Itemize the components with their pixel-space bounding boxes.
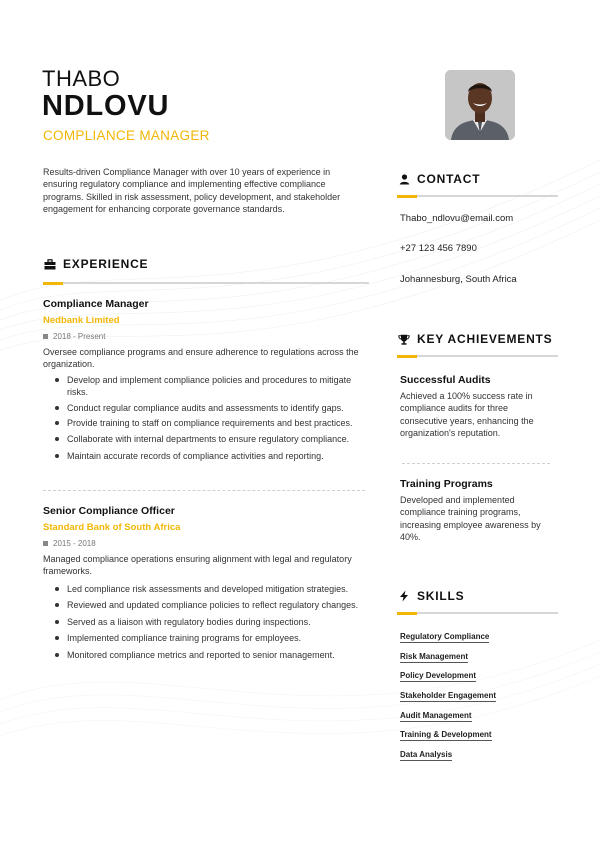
skill-item: Audit Management	[400, 711, 472, 720]
job-bullet: Reviewed and updated compliance policies to reflect regulatory changes.	[67, 599, 372, 611]
experience-rule	[43, 282, 369, 284]
achievement-divider	[402, 463, 550, 464]
skill-item: Training & Development	[400, 730, 492, 739]
contact-phone[interactable]: +27 123 456 7890	[400, 243, 477, 254]
achievement-title: Successful Audits	[400, 374, 491, 386]
job-dates	[43, 539, 369, 548]
job-bullet: Develop and implement compliance policies and procedures to mitigate risks.	[67, 374, 372, 399]
job-bullet: Provide training to staff on compliance requirements and best practices.	[67, 417, 372, 429]
job-company: Standard Bank of South Africa	[43, 522, 181, 533]
skill-item: Regulatory Compliance	[400, 632, 490, 641]
last-name: NDLOVU	[42, 90, 170, 122]
job-entry	[43, 505, 369, 660]
job-entry	[43, 298, 369, 461]
job-description: Oversee compliance programs and ensure adherence to regulations across the organization.	[43, 347, 359, 370]
contact-email[interactable]: Thabo_ndlovu@email.com	[400, 213, 514, 224]
job-bullet: Implemented compliance training programs for employees.	[67, 632, 372, 644]
contact-location: Johannesburg, South Africa	[400, 274, 517, 285]
skill-item: Stakeholder Engagement	[400, 691, 497, 700]
job-role: Compliance Manager	[43, 298, 149, 310]
experience-heading	[43, 257, 148, 271]
skill-item: Policy Development	[400, 671, 477, 680]
job-bullet: Led compliance risk assessments and developed mitigation strategies.	[67, 583, 372, 595]
job-dates	[43, 332, 369, 341]
calendar-icon	[43, 541, 48, 546]
summary: Results-driven Compliance Manager with over 10 years of experience in ensuring regulatory compliance and implementing effective compliance programs. Skilled in risk assessment, policy development, and stakeholder engagement for enhancing corporate governance standards.	[43, 167, 341, 215]
lightning-icon	[397, 589, 411, 603]
skills-heading	[397, 589, 464, 603]
job-bullet: Served as a liaison with regulatory bodies during inspections.	[67, 616, 372, 628]
job-dates-label: 2018 - Present	[53, 332, 106, 341]
achievement-title: Training Programs	[400, 478, 493, 490]
job-bullet: Maintain accurate records of compliance activities and reporting.	[67, 450, 372, 462]
avatar	[445, 70, 515, 140]
job-divider	[43, 490, 365, 491]
briefcase-icon	[43, 257, 57, 271]
skills-heading-label: SKILLS	[417, 589, 465, 603]
job-company: Nedbank Limited	[43, 315, 120, 326]
job-title: COMPLIANCE MANAGER	[43, 128, 210, 143]
skill-item: Data Analysis	[400, 750, 453, 759]
job-bullet: Collaborate with internal departments to ensure regulatory compliance.	[67, 433, 372, 445]
calendar-icon	[43, 334, 48, 339]
job-bullet: Conduct regular compliance audits and assessments to identify gaps.	[67, 402, 372, 414]
trophy-icon	[397, 332, 411, 346]
job-bullet: Monitored compliance metrics and reported to senior management.	[67, 649, 372, 661]
achievement-description: Achieved a 100% success rate in compliance audits for three consecutive years, enhancing the organization's reputation.	[400, 391, 534, 439]
achievements-rule	[397, 355, 558, 357]
profile-photo	[445, 70, 515, 140]
first-name: THABO	[42, 66, 121, 91]
skills-rule	[397, 612, 558, 614]
experience-heading-label: EXPERIENCE	[63, 257, 149, 271]
person-icon	[397, 172, 411, 186]
job-description: Managed compliance operations ensuring alignment with legal and regulatory frameworks.	[43, 554, 352, 577]
contact-heading-label: CONTACT	[417, 172, 481, 186]
contact-heading	[397, 172, 480, 186]
job-role: Senior Compliance Officer	[43, 505, 175, 517]
skill-item: Risk Management	[400, 652, 469, 661]
achievements-heading	[397, 332, 553, 346]
job-dates-label: 2015 - 2018	[53, 539, 96, 548]
achievement-description: Developed and implemented compliance training programs, increasing employee awareness by 40%.	[400, 495, 541, 543]
contact-rule	[397, 195, 558, 197]
achievements-heading-label: KEY ACHIEVEMENTS	[417, 332, 553, 346]
